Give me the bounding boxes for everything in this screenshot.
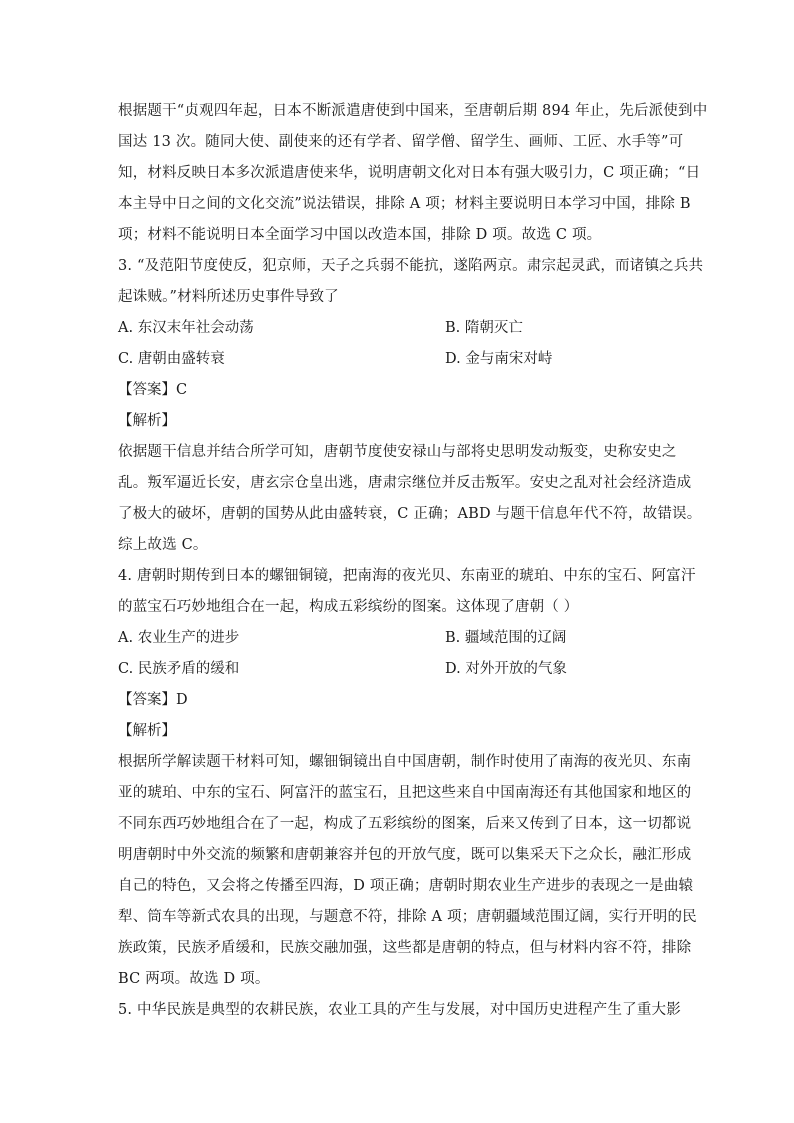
option-d: D. 金与南宋对峙 <box>445 351 553 367</box>
q2-explanation <box>118 96 708 251</box>
question-stem: 3. “及范阳节度使反，犯京师，天子之兵弱不能抗，遂陷两京。肃宗起灵武，而诸镇之兵共 <box>118 258 704 274</box>
analysis-line: 乱。叛军逼近长安，唐玄宗仓皇出逃，唐肃宗继位并反击叛军。安史之乱对社会经济造成 <box>118 475 692 491</box>
option-c: C. 唐朝由盛转衰 <box>118 351 225 367</box>
option-row <box>118 623 678 654</box>
option-row <box>118 654 678 685</box>
text-line: 知，材料反映日本多次派遣唐使来华，说明唐朝文化对日本有强大吸引力，C 项正确；“日 <box>118 165 701 181</box>
option-d: D. 对外开放的气象 <box>445 661 567 677</box>
question-stem: 5. 中华民族是典型的农耕民族，农业工具的产生与发展，对中国历史进程产生了重大影 <box>118 1002 681 1018</box>
text-line: 根据题干“贞观四年起，日本不断派遣唐使到中国来，至唐朝后期 894 年止，先后派使到中 <box>118 103 708 119</box>
question-stem: 的蓝宝石巧妙地组合在一起，构成五彩缤纷的图案。这体现了唐朝（ ） <box>118 599 579 615</box>
answer-label: 【答案】C <box>118 382 188 398</box>
option-a: A. 农业生产的进步 <box>118 630 240 646</box>
option-b: B. 隋朝灭亡 <box>445 320 523 336</box>
text-line: 国达 13 次。随同大使、副使来的还有学者、留学僧、留学生、画师、工匠、水手等”可 <box>118 134 684 150</box>
question-stem: 4. 唐朝时期传到日本的螺钿铜镜，把南海的夜光贝、东南亚的琥珀、中东的宝石、阿富汗 <box>118 568 696 584</box>
option-c: C. 民族矛盾的缓和 <box>118 661 240 677</box>
analysis-line: 族政策，民族矛盾缓和，民族交融加强，这些都是唐朝的特点，但与材料内容不符，排除 <box>118 940 692 956</box>
option-a: A. 东汉末年社会动荡 <box>118 320 254 336</box>
question-5 <box>118 995 681 1026</box>
option-row <box>118 313 678 344</box>
option-b: B. 疆域范围的辽阔 <box>445 630 567 646</box>
analysis-line: 犁、筒车等新式农具的出现，与题意不符，排除 A 项；唐朝疆域范围辽阔，实行开明的民 <box>118 909 697 925</box>
text-line: 本主导中日之间的文化交流”说法错误，排除 A 项；材料主要说明日本学习中国，排除 B <box>118 196 691 212</box>
document-page <box>118 96 708 1026</box>
analysis-line: 了极大的破坏，唐朝的国势从此由盛转衰，C 正确；ABD 与题干信息年代不符，故错误。 <box>118 506 702 522</box>
question-stem: 起诛贼。”材料所述历史事件导致了 <box>118 289 339 305</box>
option-row <box>118 344 678 375</box>
text-line: 项；材料不能说明日本全面学习中国以改造本国，排除 D 项。故选 C 项。 <box>118 227 602 243</box>
answer-label: 【答案】D <box>118 692 188 708</box>
analysis-label: 【解析】 <box>118 413 176 429</box>
analysis-line: 自己的特色，又会将之传播至四海，D 项正确；唐朝时期农业生产进步的表现之一是曲辕 <box>118 878 694 894</box>
analysis-line: 不同东西巧妙地组合在了一起，构成了五彩缤纷的图案，后来又传到了日本，这一切都说 <box>118 816 692 832</box>
analysis-line: 根据所学解读题干材料可知，螺钿铜镜出自中国唐朝，制作时使用了南海的夜光贝、东南 <box>118 754 692 770</box>
analysis-line: 综上故选 C。 <box>118 537 208 553</box>
question-4 <box>118 561 697 995</box>
question-3 <box>118 251 704 561</box>
analysis-line: 亚的琥珀、中东的宝石、阿富汗的蓝宝石，且把这些来自中国南海还有其他国家和地区的 <box>118 785 692 801</box>
analysis-line: BC 两项。故选 D 项。 <box>118 971 270 987</box>
analysis-line: 明唐朝时中外交流的频繁和唐朝兼容并包的开放气度，既可以集采天下之众长，融汇形成 <box>118 847 692 863</box>
analysis-line: 依据题干信息并结合所学可知，唐朝节度使安禄山与部将史思明发动叛变，史称安史之 <box>118 444 677 460</box>
analysis-label: 【解析】 <box>118 723 176 739</box>
